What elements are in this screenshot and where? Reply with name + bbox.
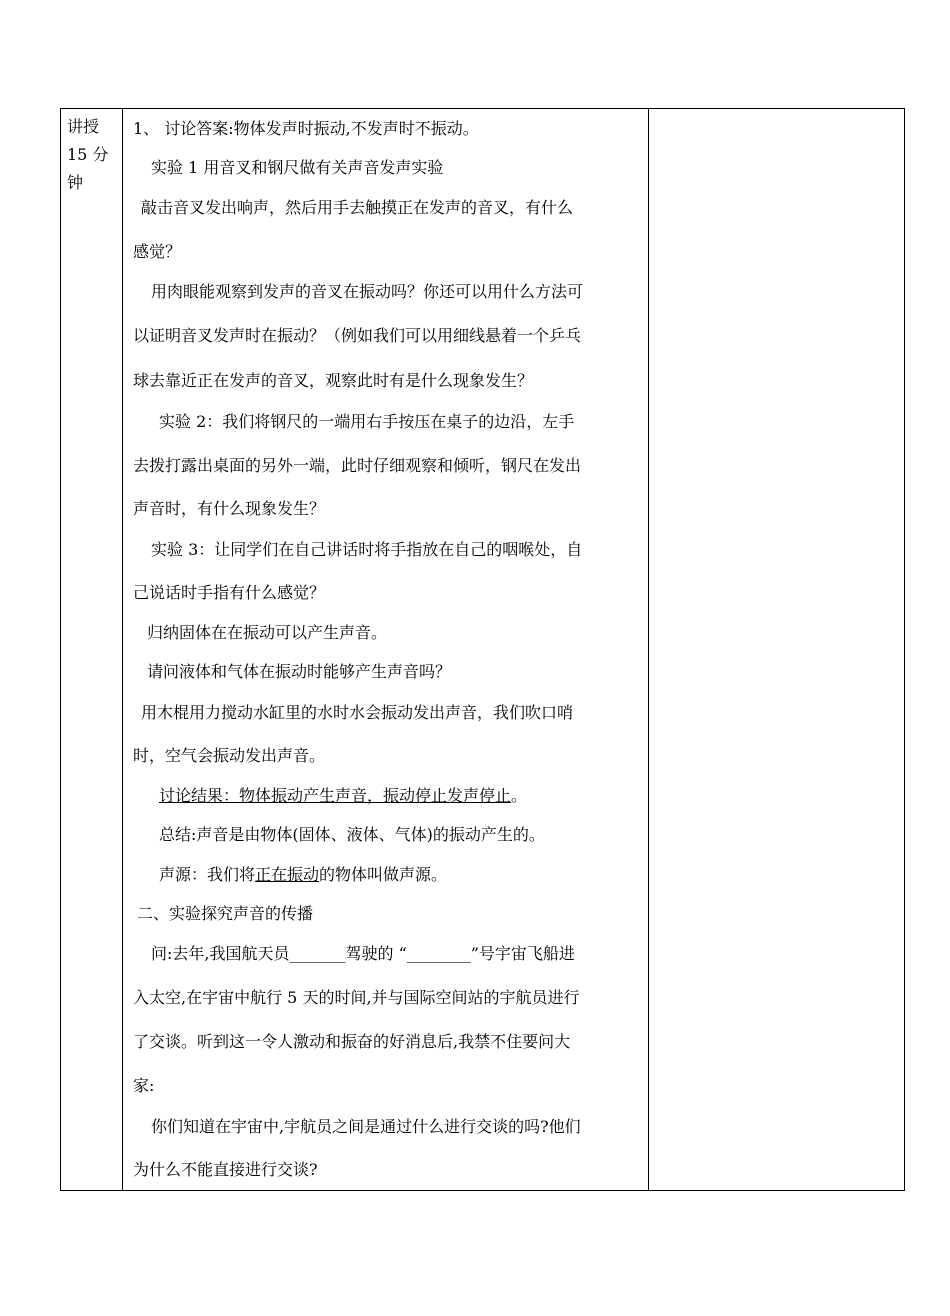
section-heading: 二、实验探究声音的传播 <box>137 904 314 923</box>
time-cell-line: 讲授 <box>67 117 100 136</box>
text-line: 用木棍用力搅动水缸里的水时水会振动发出声音，我们吹口哨 <box>141 703 574 722</box>
text-line: 时，空气会振动发出声音。 <box>133 746 326 765</box>
text-line: 你们知道在宇宙中,宇航员之间是通过什么进行交谈的吗?他们 <box>151 1117 581 1136</box>
text-line: 实验 2：我们将钢尺的一端用右手按压在桌子的边沿，左手 <box>159 412 575 431</box>
text-line: 实验 3：让同学们在自己讲话时将手指放在自己的咽喉处，自 <box>151 540 583 559</box>
text-line: 己说话时手指有什么感觉？ <box>133 583 326 602</box>
underlined-text: 讨论结果：物体振动产生声音，振动停止发声停止 <box>159 786 512 805</box>
text-line: 问:去年,我国航天员_______驾驶的 “________”号宇宙飞船进 <box>151 944 575 963</box>
text-line: 球去靠近正在发声的音叉，观察此时有是什么现象发生？ <box>133 371 534 390</box>
column-divider <box>648 109 649 1190</box>
discussion-result-line <box>159 783 527 806</box>
text-line: 总结:声音是由物体(固体、液体、气体)的振动产生的。 <box>159 825 545 844</box>
time-cell <box>67 113 119 197</box>
column-divider <box>122 109 123 1190</box>
text-line: 用肉眼能观察到发声的音叉在振动吗？你还可以用什么方法可 <box>151 282 584 301</box>
text-line: 声音时，有什么现象发生？ <box>133 499 326 518</box>
text-line: 实验 1 用音叉和钢尺做有关声音发声实验 <box>151 158 444 177</box>
text-line: 去拨打露出桌面的另外一端，此时仔细观察和倾听，钢尺在发出 <box>133 456 582 475</box>
lesson-table <box>60 108 905 1191</box>
sound-source-line <box>159 862 447 885</box>
text-line: 请问液体和气体在振动时能够产生声音吗？ <box>147 662 452 681</box>
text-line: 感觉？ <box>133 242 182 261</box>
text-line: 1、 讨论答案:物体发声时振动,不发声时不振动。 <box>133 119 479 138</box>
text-line: 入太空,在宇宙中航行 5 天的时间,并与国际空间站的宇航员进行 <box>133 988 580 1007</box>
text-line: 家: <box>133 1076 155 1095</box>
text-line: 归纳固体在在振动可以产生声音。 <box>147 623 388 642</box>
text-line: 以证明音叉发声时在振动？（例如我们可以用细线悬着一个乒乓 <box>133 326 582 345</box>
text-line: 敲击音叉发出响声，然后用手去触摸正在发声的音叉，有什么 <box>141 198 574 217</box>
underlined-text: 正在振动 <box>255 865 320 884</box>
text-span: 声源：我们将 <box>159 865 256 884</box>
time-cell-line: 钟 <box>67 173 84 192</box>
text-line: 为什么不能直接进行交谈? <box>133 1160 318 1179</box>
text-span: 。 <box>511 786 528 805</box>
text-span: 的物体叫做声源。 <box>319 865 448 884</box>
time-cell-line: 15 分 <box>67 145 109 164</box>
text-line: 了交谈。听到这一令人激动和振奋的好消息后,我禁不住要问大 <box>133 1032 571 1051</box>
